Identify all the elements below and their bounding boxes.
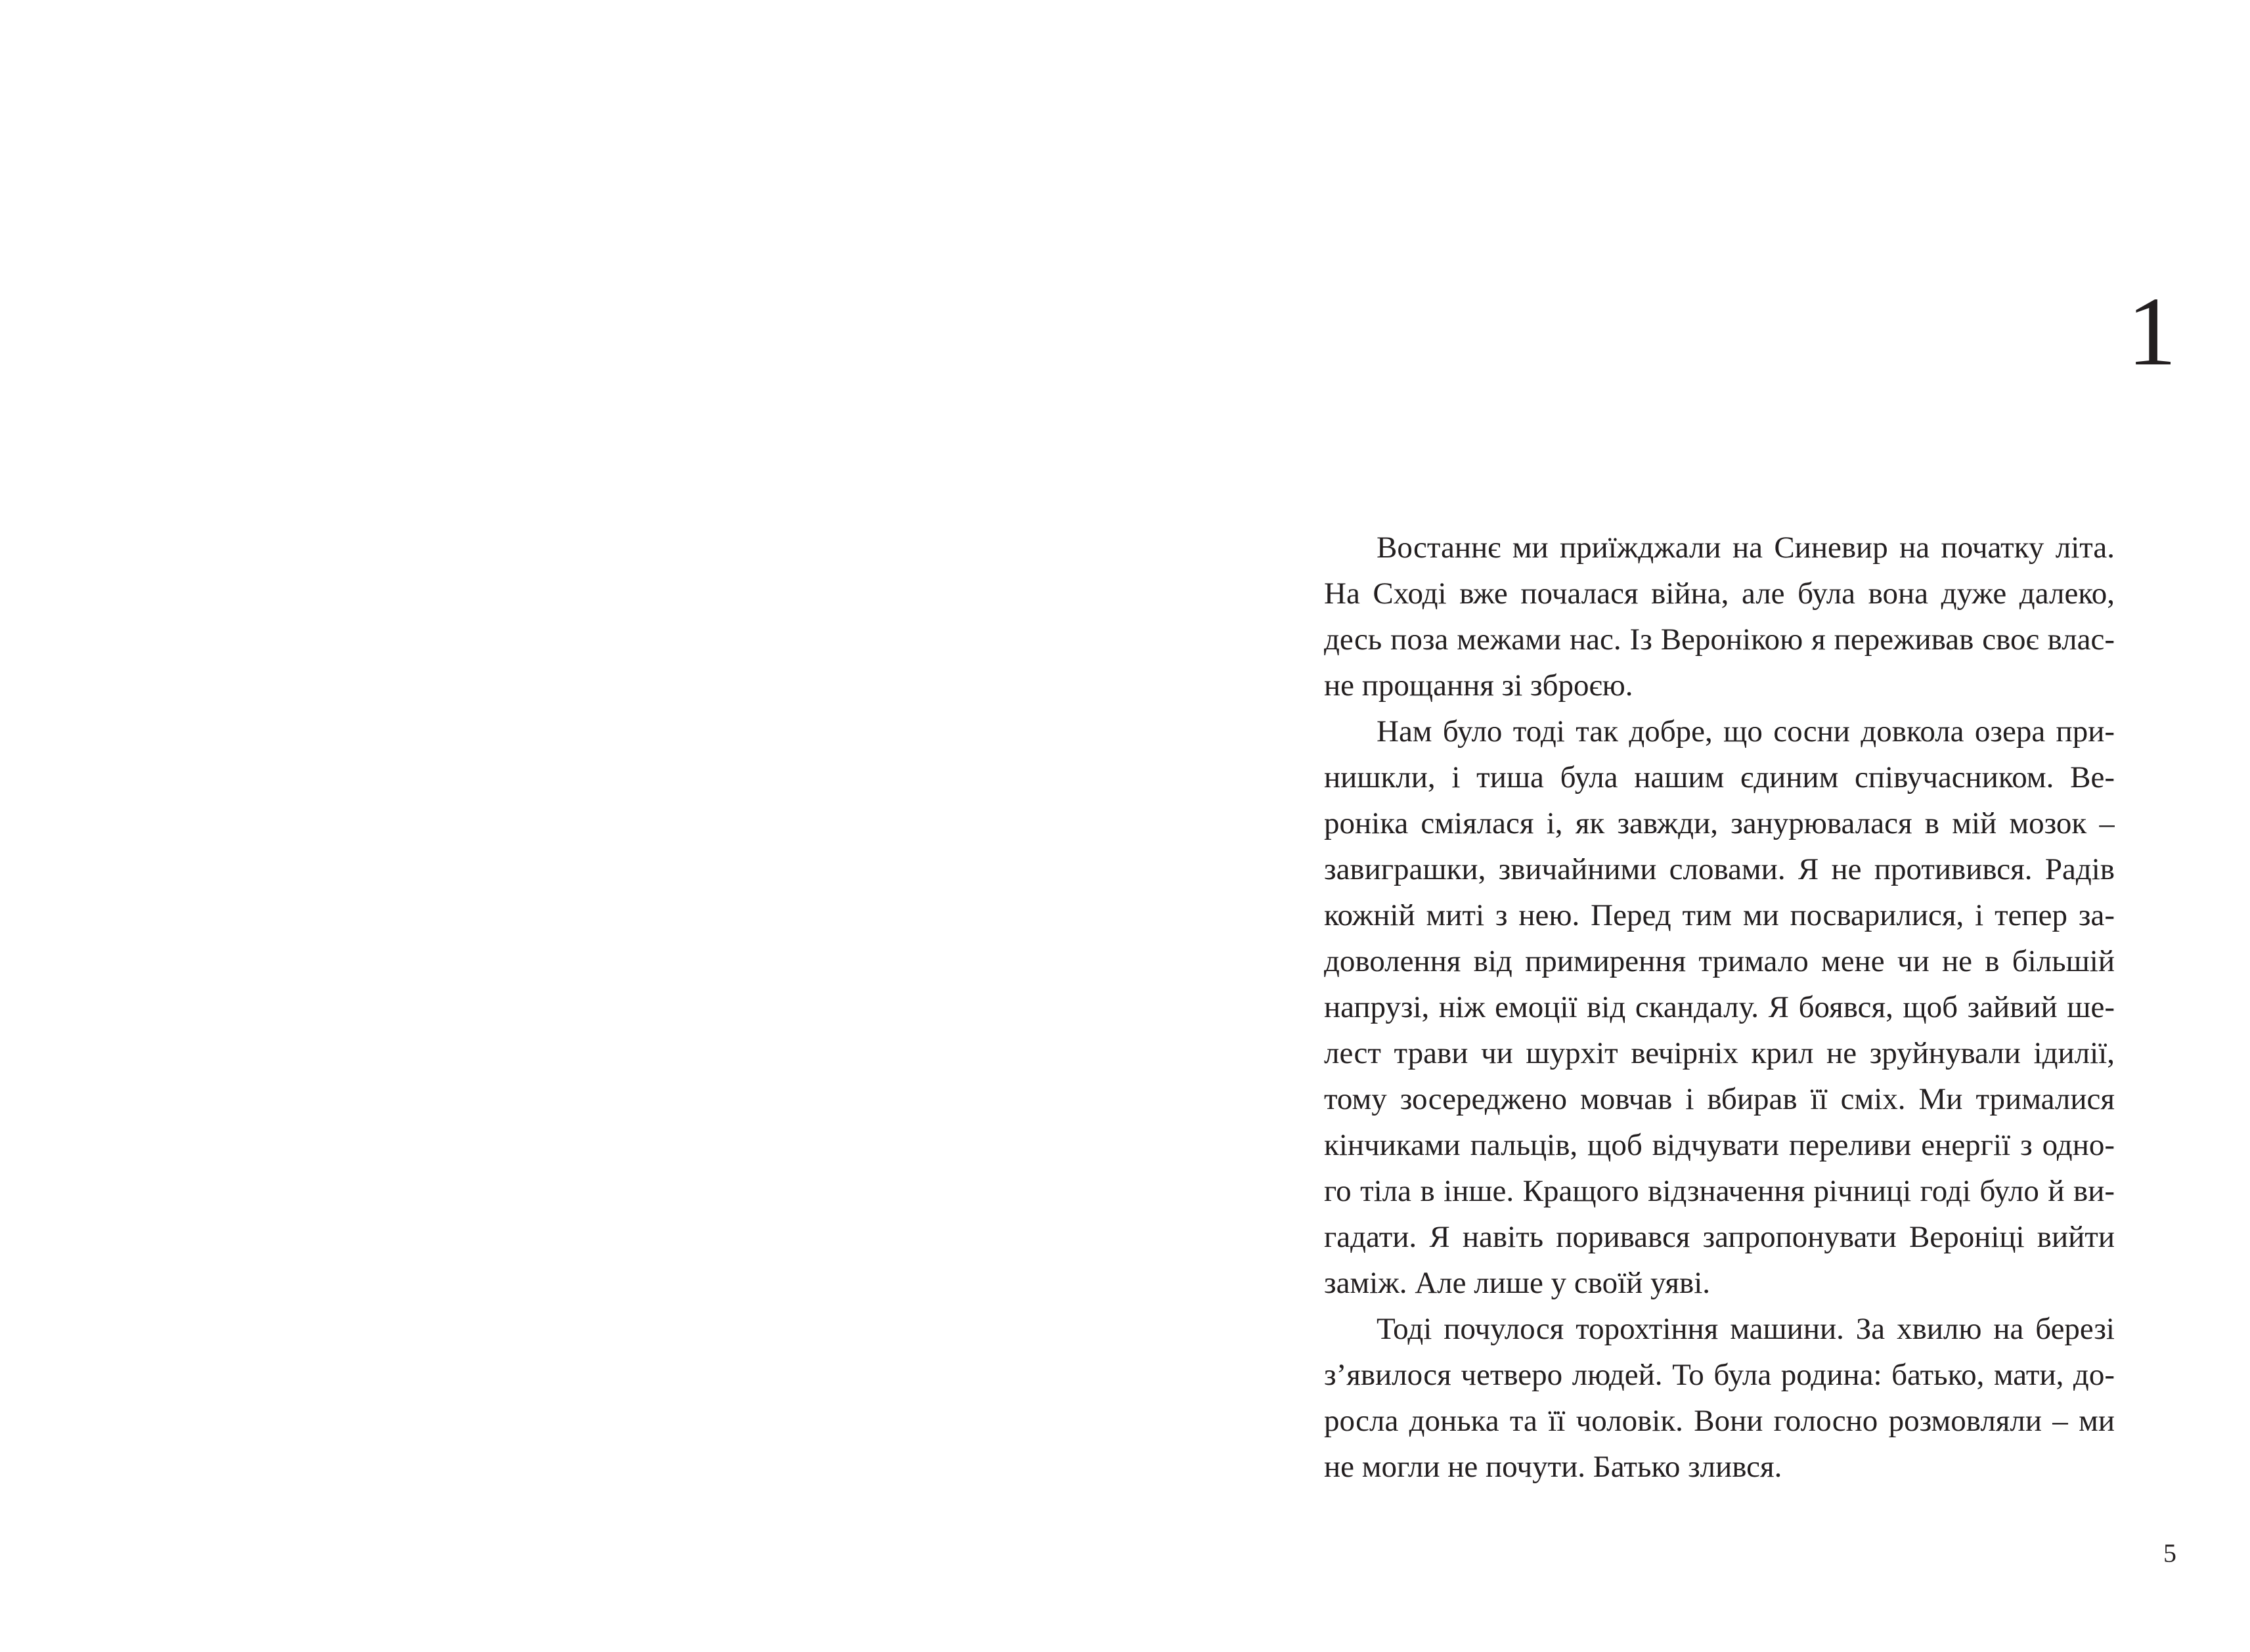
- text-line: з’явилося четверо людей. То була родина: батько, мати, до-: [1324, 1358, 2115, 1392]
- text-line: заміж. Але лише у своїй уяві.: [1324, 1266, 1711, 1300]
- text-line: напрузі, ніж емоції від скандалу. Я боявся, щоб зайвий ше-: [1324, 990, 2115, 1024]
- text-line: Тоді почулося торохтіння машини. За хвилю на березі: [1377, 1312, 2115, 1346]
- text-line: На Сході вже почалася війна, але була вона дуже далеко,: [1324, 576, 2115, 611]
- text-line: кінчиками пальців, щоб відчувати переливи енергії з одно-: [1324, 1128, 2115, 1162]
- text-line: десь поза межами нас. Із Веронікою я переживав своє влас-: [1324, 622, 2115, 657]
- text-line: тому зосереджено мовчав і вбирав її сміх. Ми трималися: [1324, 1082, 2115, 1116]
- text-line: нишкли, і тиша була нашим єдиним співучасником. Ве-: [1324, 760, 2115, 794]
- text-line: завиграшки, звичайними словами. Я не противився. Радів: [1324, 852, 2115, 886]
- text-line: роніка сміялася і, як завжди, занурювалася в мій мозок –: [1324, 806, 2115, 840]
- chapter-body-text: [1324, 525, 2115, 1490]
- text-line: не прощання зі зброєю.: [1324, 668, 1633, 703]
- right-page: [1125, 0, 2250, 1652]
- text-line: лест трави чи шурхіт вечірніх крил не зруйнували ідилії,: [1324, 1036, 2115, 1070]
- text-line: го тіла в інше. Кращого відзначення річниці годі було й ви-: [1324, 1174, 2115, 1208]
- page-number: 5: [2163, 1538, 2176, 1568]
- text-line: росла донька та її чоловік. Вони голосно розмовляли – ми: [1324, 1404, 2115, 1438]
- text-line: Нам було тоді так добре, що сосни довкола озера при-: [1377, 714, 2115, 749]
- text-line: доволення від примирення тримало мене чи не в більшій: [1324, 944, 2115, 978]
- text-line: не могли не почути. Батько злився.: [1324, 1450, 1782, 1484]
- text-line: гадати. Я навіть поривався запропонувати Вероніці вийти: [1324, 1220, 2115, 1254]
- chapter-number: 1: [2127, 277, 2176, 386]
- text-line: Востаннє ми приїжджали на Синевир на початку літа.: [1377, 531, 2115, 565]
- text-line: кожній миті з нею. Перед тим ми посварилися, і тепер за-: [1324, 898, 2115, 932]
